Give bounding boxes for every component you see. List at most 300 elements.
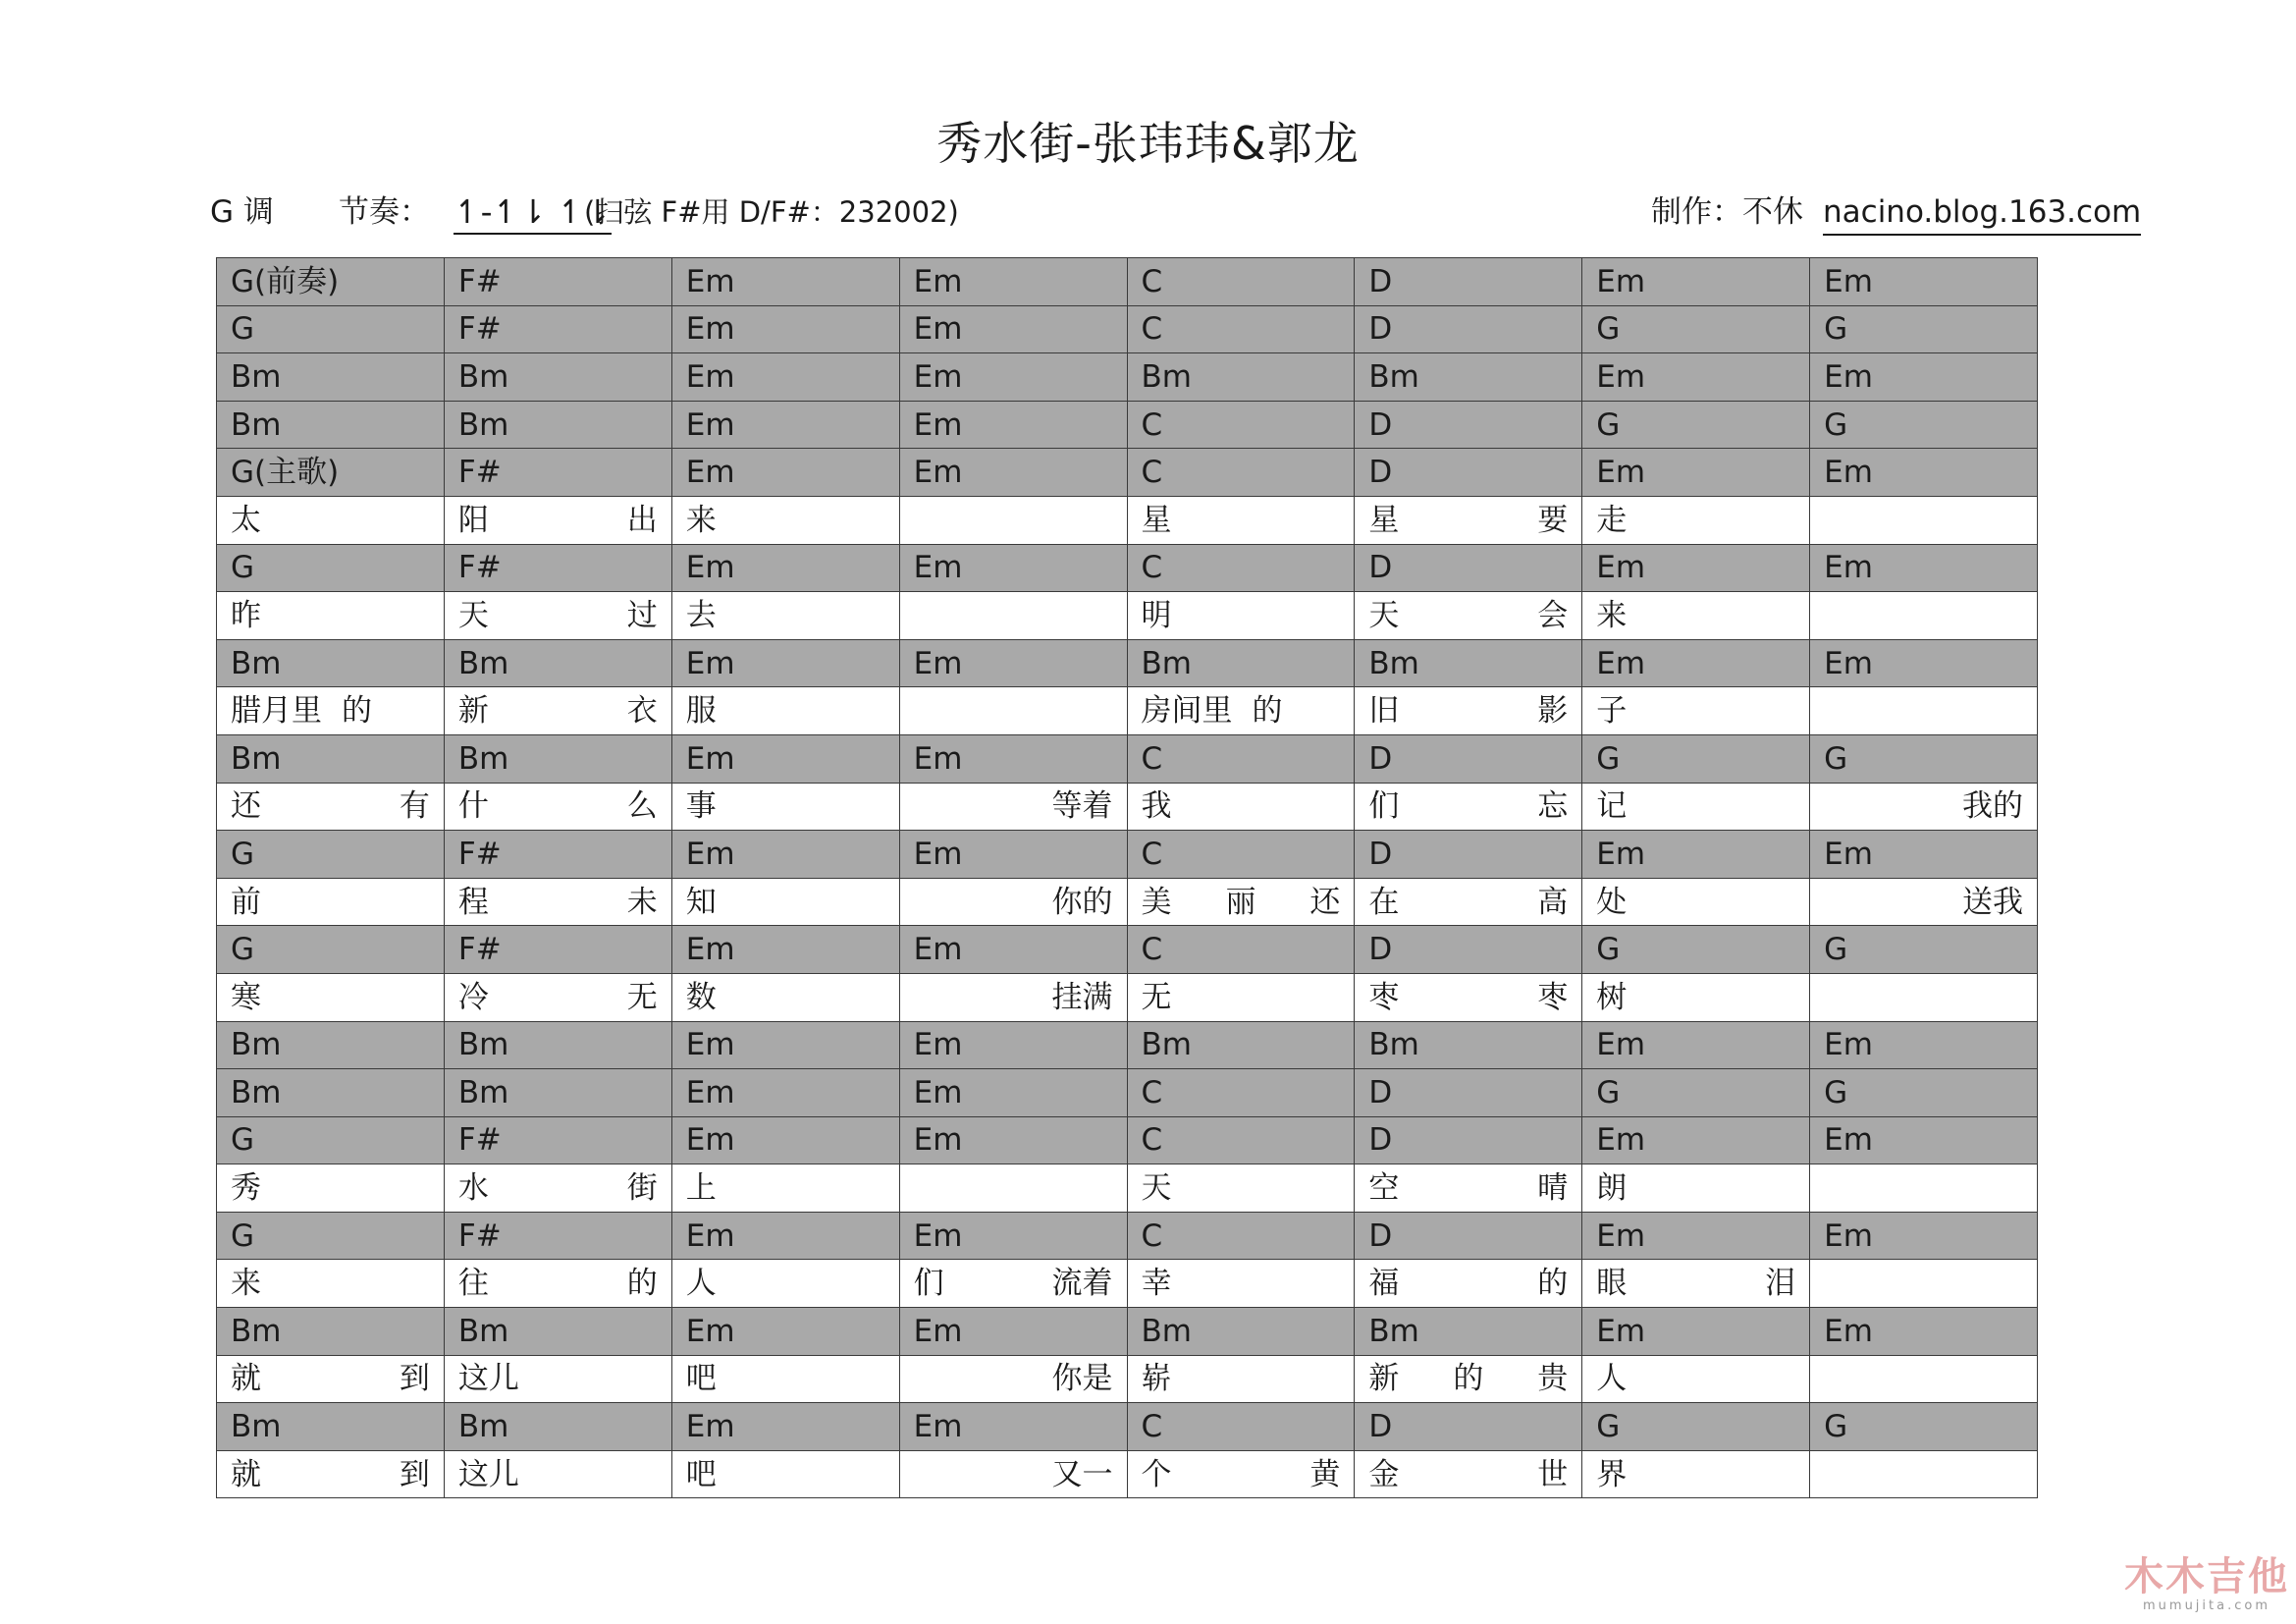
- lyric-cell: [217, 1450, 445, 1498]
- watermark-logo: [2123, 1555, 2290, 1614]
- lyric-text: 枣: [1537, 979, 1569, 1015]
- lyric-row: [217, 687, 2038, 735]
- lyric-text: 在: [1368, 884, 1400, 920]
- chord-name: Em: [913, 836, 963, 872]
- lyric-cell: [1127, 1450, 1355, 1498]
- chord-cell: [217, 305, 445, 353]
- lyric-text: 泪: [1765, 1266, 1796, 1302]
- chord-name: F#: [457, 836, 502, 872]
- lyric-text: 程: [457, 884, 489, 920]
- chord-cell: [217, 1116, 445, 1164]
- chord-name: G: [1596, 1074, 1621, 1110]
- chord-cell: [1355, 401, 1582, 449]
- chord-name: D: [1368, 406, 1393, 443]
- chord-row: [217, 544, 2038, 592]
- chord-name: Em: [1596, 1122, 1646, 1159]
- chord-cell: [1582, 926, 1810, 974]
- lyric-cell: [444, 1450, 671, 1498]
- lyric-text: 事: [685, 788, 717, 825]
- chord-cell: [217, 258, 445, 306]
- lyric-text: 数: [685, 979, 717, 1015]
- chord-name: Bm: [231, 1313, 282, 1349]
- chord-name: Bm: [457, 1313, 509, 1349]
- chord-name: D: [1368, 1409, 1393, 1445]
- chord-cell: [444, 449, 671, 497]
- chord-cell: [444, 353, 671, 402]
- chord-name: G: [231, 836, 255, 872]
- chord-cell: [444, 1308, 671, 1356]
- lyric-text: 人: [1596, 1361, 1628, 1397]
- chord-name: Bm: [231, 1074, 282, 1110]
- chord-cell: [1810, 1212, 2038, 1260]
- chord-name: Bm: [231, 1409, 282, 1445]
- lyric-text: 去: [685, 597, 717, 633]
- chord-name: D: [1368, 932, 1393, 968]
- chord-name: Em: [913, 1122, 963, 1159]
- chord-name: Em: [913, 311, 963, 348]
- chord-name: G: [231, 932, 255, 968]
- chord-cell: [899, 1021, 1127, 1069]
- lyric-cell: [444, 687, 671, 735]
- chord-name: Em: [1596, 1027, 1646, 1063]
- lyric-text: 金: [1368, 1456, 1400, 1492]
- chord-cell: [1810, 544, 2038, 592]
- chord-cell: [1810, 639, 2038, 687]
- chord-name: D: [1368, 836, 1393, 872]
- lyric-text: 要: [1537, 502, 1569, 538]
- watermark-name: 木木吉他: [2124, 1554, 2289, 1599]
- chord-name: Em: [685, 932, 735, 968]
- lyric-cell: [217, 1164, 445, 1213]
- chord-name: Bm: [457, 1409, 509, 1445]
- chord-cell: [1127, 926, 1355, 974]
- chord-name: Em: [685, 358, 735, 395]
- lyric-cell: [217, 878, 445, 926]
- lyric-text: 太: [231, 502, 261, 538]
- chord-name: Bm: [457, 406, 509, 443]
- lyric-text: 空: [1368, 1170, 1400, 1207]
- lyric-cell: [444, 1355, 671, 1403]
- lyric-text: 枣: [1368, 979, 1400, 1015]
- chord-cell: [1127, 258, 1355, 306]
- chord-name: Em: [1824, 1218, 1873, 1254]
- lyric-cell: [899, 592, 1127, 640]
- site-link[interactable]: nacino.blog.163.com: [1823, 192, 2141, 236]
- rhythm-pattern-text: ↿-↿⇂ ↿⇂: [454, 192, 612, 235]
- lyric-text: 服: [685, 693, 717, 730]
- chord-cell: [899, 1308, 1127, 1356]
- lyric-text: 无: [1141, 979, 1172, 1015]
- lyric-text: 崭: [1141, 1361, 1172, 1397]
- lyric-text: 高: [1537, 884, 1569, 920]
- chord-cell: [1810, 1116, 2038, 1164]
- lyric-text: 贵: [1537, 1361, 1569, 1397]
- lyric-text: 的: [1252, 693, 1283, 730]
- lyric-text: 过: [626, 597, 658, 633]
- chord-cell: [899, 1116, 1127, 1164]
- lyric-text: 天: [1141, 1170, 1172, 1207]
- lyric-row: [217, 1450, 2038, 1498]
- chord-chart-table: [216, 257, 2038, 1498]
- chord-cell: [1355, 1021, 1582, 1069]
- lyric-cell: [1355, 1164, 1582, 1213]
- lyric-cell: [671, 783, 899, 831]
- lyric-text: 来: [231, 1266, 261, 1302]
- chord-name: Em: [1824, 550, 1873, 586]
- chord-name: Bm: [457, 358, 509, 395]
- lyric-cell: [1582, 1355, 1810, 1403]
- lyric-cell: [1810, 973, 2038, 1021]
- chord-cell: [1127, 1069, 1355, 1117]
- chord-name: F#: [457, 1122, 502, 1159]
- lyric-text: 到: [399, 1456, 430, 1492]
- lyric-cell: [671, 496, 899, 544]
- chord-cell: [1355, 1308, 1582, 1356]
- lyric-cell: [899, 973, 1127, 1021]
- chord-cell: [1355, 734, 1582, 783]
- chord-name: Em: [913, 1074, 963, 1110]
- chord-name: Em: [1596, 836, 1646, 872]
- lyric-text: 还: [1309, 884, 1341, 920]
- chord-name: Em: [913, 740, 963, 777]
- lyric-cell: [1810, 1355, 2038, 1403]
- lyric-row: [217, 592, 2038, 640]
- lyric-cell: [1127, 1164, 1355, 1213]
- lyric-cell: [444, 592, 671, 640]
- chord-name: G(主歌): [231, 455, 340, 491]
- chord-cell: [217, 831, 445, 879]
- lyric-text: 幸: [1141, 1266, 1172, 1302]
- lyric-text: 就: [231, 1361, 261, 1397]
- chord-cell: [1127, 544, 1355, 592]
- chord-cell: [899, 544, 1127, 592]
- lyric-row: [217, 783, 2038, 831]
- chord-name: G(前奏): [231, 263, 340, 299]
- lyric-cell: [217, 1260, 445, 1308]
- chord-name: Bm: [1141, 645, 1192, 681]
- lyric-text: 的: [1453, 1361, 1484, 1397]
- chord-name: Bm: [231, 645, 282, 681]
- chord-row: [217, 1308, 2038, 1356]
- lyric-cell: [1810, 1260, 2038, 1308]
- chord-row: [217, 1021, 2038, 1069]
- lyric-cell: [1127, 592, 1355, 640]
- lyric-row: [217, 1164, 2038, 1213]
- maker-credit: 制作：不休: [1651, 194, 1803, 230]
- lyric-text: 眼: [1596, 1266, 1628, 1302]
- chord-name: Em: [685, 1027, 735, 1063]
- chord-name: Em: [685, 1122, 735, 1159]
- lyric-text: 有: [399, 788, 430, 825]
- lyric-cell: [671, 1260, 899, 1308]
- lyric-text: 的: [626, 1266, 658, 1302]
- lyric-cell: [671, 1164, 899, 1213]
- chord-name: Em: [1596, 358, 1646, 395]
- chord-name: Em: [685, 406, 735, 443]
- lyric-cell: [899, 1355, 1127, 1403]
- chord-cell: [1355, 305, 1582, 353]
- chord-cell: [899, 305, 1127, 353]
- chord-name: Bm: [231, 740, 282, 777]
- chord-name: Em: [913, 263, 963, 299]
- chord-cell: [671, 1116, 899, 1164]
- chord-name: D: [1368, 263, 1393, 299]
- lyric-cell: [1582, 973, 1810, 1021]
- chord-name: D: [1368, 740, 1393, 777]
- chord-row: [217, 831, 2038, 879]
- chord-name: Em: [913, 1313, 963, 1349]
- chord-name: G: [1596, 406, 1621, 443]
- chord-name: C: [1141, 406, 1163, 443]
- chord-cell: [1127, 353, 1355, 402]
- chord-cell: [217, 353, 445, 402]
- chord-name: Bm: [457, 1074, 509, 1110]
- chord-name: Bm: [1141, 1313, 1192, 1349]
- lyric-row: [217, 1260, 2038, 1308]
- chord-name: Em: [685, 455, 735, 491]
- chord-cell: [1355, 639, 1582, 687]
- chord-cell: [1582, 1116, 1810, 1164]
- lyric-text: 记: [1596, 788, 1628, 825]
- chord-name: C: [1141, 1122, 1163, 1159]
- chord-cell: [1355, 1069, 1582, 1117]
- chord-name: Em: [913, 1027, 963, 1063]
- chord-name: Bm: [457, 1027, 509, 1063]
- key-label: G 调: [210, 194, 274, 230]
- chord-cell: [1810, 926, 2038, 974]
- chord-row: [217, 305, 2038, 353]
- chord-cell: [1810, 1308, 2038, 1356]
- chord-cell: [671, 639, 899, 687]
- chord-name: G: [1824, 311, 1848, 348]
- chord-name: F#: [457, 932, 502, 968]
- chord-name: Em: [1824, 836, 1873, 872]
- lyric-cell: [1127, 496, 1355, 544]
- chord-name: C: [1141, 311, 1163, 348]
- lyric-text: 的: [342, 693, 372, 730]
- lyric-text: 忘: [1537, 788, 1569, 825]
- lyric-cell: [1810, 878, 2038, 926]
- lyric-text: 腊月里: [231, 693, 322, 730]
- rhythm-label: 节奏：: [339, 194, 430, 230]
- chord-name: D: [1368, 1218, 1393, 1254]
- chord-name: Bm: [231, 1027, 282, 1063]
- chord-name: Bm: [1368, 645, 1419, 681]
- lyric-text: 们: [913, 1266, 944, 1302]
- chord-row: [217, 353, 2038, 402]
- lyric-text: 影: [1537, 693, 1569, 730]
- lyric-cell: [217, 973, 445, 1021]
- chord-cell: [1582, 1212, 1810, 1260]
- chord-cell: [899, 1212, 1127, 1260]
- lyric-cell: [444, 973, 671, 1021]
- chord-cell: [1810, 449, 2038, 497]
- chord-name: G: [231, 550, 255, 586]
- lyric-cell: [444, 496, 671, 544]
- lyric-text: 还: [231, 788, 261, 825]
- chord-name: Em: [913, 1409, 963, 1445]
- lyric-text: 会: [1537, 597, 1569, 633]
- chord-name: Em: [685, 1218, 735, 1254]
- lyric-text: 你的: [1051, 884, 1113, 920]
- lyric-cell: [1582, 878, 1810, 926]
- chord-cell: [217, 926, 445, 974]
- chord-cell: [444, 1116, 671, 1164]
- lyric-cell: [671, 592, 899, 640]
- chord-cell: [1355, 258, 1582, 306]
- chord-cell: [671, 1021, 899, 1069]
- chord-cell: [217, 1021, 445, 1069]
- chord-name: Em: [1596, 1218, 1646, 1254]
- lyric-cell: [1355, 1260, 1582, 1308]
- lyric-text: 冷: [457, 979, 489, 1015]
- lyric-cell: [1355, 1450, 1582, 1498]
- lyric-text: 星: [1368, 502, 1400, 538]
- chord-name: Em: [913, 550, 963, 586]
- chord-cell: [671, 831, 899, 879]
- chord-row: [217, 1212, 2038, 1260]
- chord-cell: [1127, 1212, 1355, 1260]
- chord-cell: [899, 734, 1127, 783]
- chord-cell: [671, 1308, 899, 1356]
- chord-cell: [671, 1069, 899, 1117]
- lyric-cell: [1582, 592, 1810, 640]
- chord-name: G: [1596, 932, 1621, 968]
- chord-cell: [1355, 449, 1582, 497]
- chord-cell: [1582, 734, 1810, 783]
- chord-name: Em: [685, 836, 735, 872]
- lyric-text: 来: [685, 502, 717, 538]
- chord-cell: [444, 1021, 671, 1069]
- chord-name: C: [1141, 932, 1163, 968]
- chord-cell: [671, 305, 899, 353]
- chord-cell: [1355, 1212, 1582, 1260]
- lyric-cell: [1582, 783, 1810, 831]
- chord-cell: [444, 401, 671, 449]
- lyric-cell: [1127, 1260, 1355, 1308]
- lyric-text: 天: [457, 597, 489, 633]
- chord-cell: [671, 734, 899, 783]
- chord-name: G: [1824, 406, 1848, 443]
- lyric-cell: [1810, 687, 2038, 735]
- lyric-text: 星: [1141, 502, 1172, 538]
- lyric-text: 衣: [626, 693, 658, 730]
- chord-cell: [1127, 1021, 1355, 1069]
- lyric-cell: [1355, 592, 1582, 640]
- chord-cell: [671, 1212, 899, 1260]
- chord-cell: [1810, 1021, 2038, 1069]
- chord-name: F#: [457, 455, 502, 491]
- lyric-text: 旧: [1368, 693, 1400, 730]
- chord-name: Bm: [1141, 358, 1192, 395]
- lyric-text: 福: [1368, 1266, 1400, 1302]
- chord-cell: [1810, 305, 2038, 353]
- lyric-text: 阳: [457, 502, 489, 538]
- chord-name: F#: [457, 1218, 502, 1254]
- lyric-text: 的: [1537, 1266, 1569, 1302]
- chord-cell: [1127, 1403, 1355, 1451]
- lyric-text: 到: [399, 1361, 430, 1397]
- rhythm-note: (扫弦 F#用 D/F#：232002): [584, 195, 959, 229]
- chord-name: Em: [685, 1074, 735, 1110]
- lyric-cell: [1582, 1164, 1810, 1213]
- lyric-cell: [1355, 783, 1582, 831]
- lyric-cell: [899, 1164, 1127, 1213]
- lyric-cell: [1582, 687, 1810, 735]
- chord-name: G: [1824, 932, 1848, 968]
- chord-name: C: [1141, 740, 1163, 777]
- lyric-text: 往: [457, 1266, 489, 1302]
- lyric-cell: [217, 496, 445, 544]
- lyric-text: 就: [231, 1456, 261, 1492]
- chord-name: Bm: [231, 406, 282, 443]
- chord-cell: [217, 1069, 445, 1117]
- chord-cell: [1582, 1308, 1810, 1356]
- chord-cell: [899, 639, 1127, 687]
- chord-cell: [1355, 544, 1582, 592]
- chord-name: Em: [1824, 1027, 1873, 1063]
- lyric-cell: [1582, 1450, 1810, 1498]
- lyric-text: 吧: [685, 1361, 717, 1397]
- chord-cell: [1810, 353, 2038, 402]
- lyric-text: 知: [685, 884, 717, 920]
- lyric-text: 昨: [231, 597, 261, 633]
- lyric-text: 我: [1141, 788, 1172, 825]
- chord-cell: [1582, 1403, 1810, 1451]
- chord-row: [217, 1069, 2038, 1117]
- chord-row: [217, 734, 2038, 783]
- lyric-text: 这儿: [457, 1456, 519, 1492]
- lyric-cell: [899, 1450, 1127, 1498]
- lyric-cell: [1355, 687, 1582, 735]
- chord-cell: [444, 1403, 671, 1451]
- lyric-text: 们: [1368, 788, 1400, 825]
- chord-name: Em: [913, 455, 963, 491]
- chord-name: G: [1824, 1074, 1848, 1110]
- lyric-cell: [444, 878, 671, 926]
- chord-name: C: [1141, 1074, 1163, 1110]
- chord-cell: [444, 544, 671, 592]
- chord-cell: [899, 353, 1127, 402]
- chord-cell: [1810, 734, 2038, 783]
- chord-cell: [1582, 831, 1810, 879]
- lyric-text: 房间里: [1141, 693, 1233, 730]
- chord-cell: [671, 258, 899, 306]
- chord-row: [217, 926, 2038, 974]
- chord-name: Em: [1824, 1313, 1873, 1349]
- chord-cell: [899, 258, 1127, 306]
- lyric-cell: [899, 783, 1127, 831]
- lyric-text: 挂满: [1051, 979, 1113, 1015]
- chord-name: Em: [913, 358, 963, 395]
- chord-name: F#: [457, 311, 502, 348]
- chord-cell: [217, 401, 445, 449]
- chord-name: Em: [1824, 1122, 1873, 1159]
- chord-row: [217, 1403, 2038, 1451]
- chord-name: Bm: [457, 645, 509, 681]
- lyric-cell: [1355, 878, 1582, 926]
- chord-name: F#: [457, 550, 502, 586]
- lyric-cell: [217, 687, 445, 735]
- chord-name: Em: [913, 932, 963, 968]
- lyric-text: 世: [1537, 1456, 1569, 1492]
- lyric-text: 界: [1596, 1456, 1628, 1492]
- lyric-cell: [217, 783, 445, 831]
- lyric-text: 吧: [685, 1456, 717, 1492]
- chord-cell: [899, 401, 1127, 449]
- lyric-text: 新: [1368, 1361, 1400, 1397]
- lyric-cell: [1810, 1450, 2038, 1498]
